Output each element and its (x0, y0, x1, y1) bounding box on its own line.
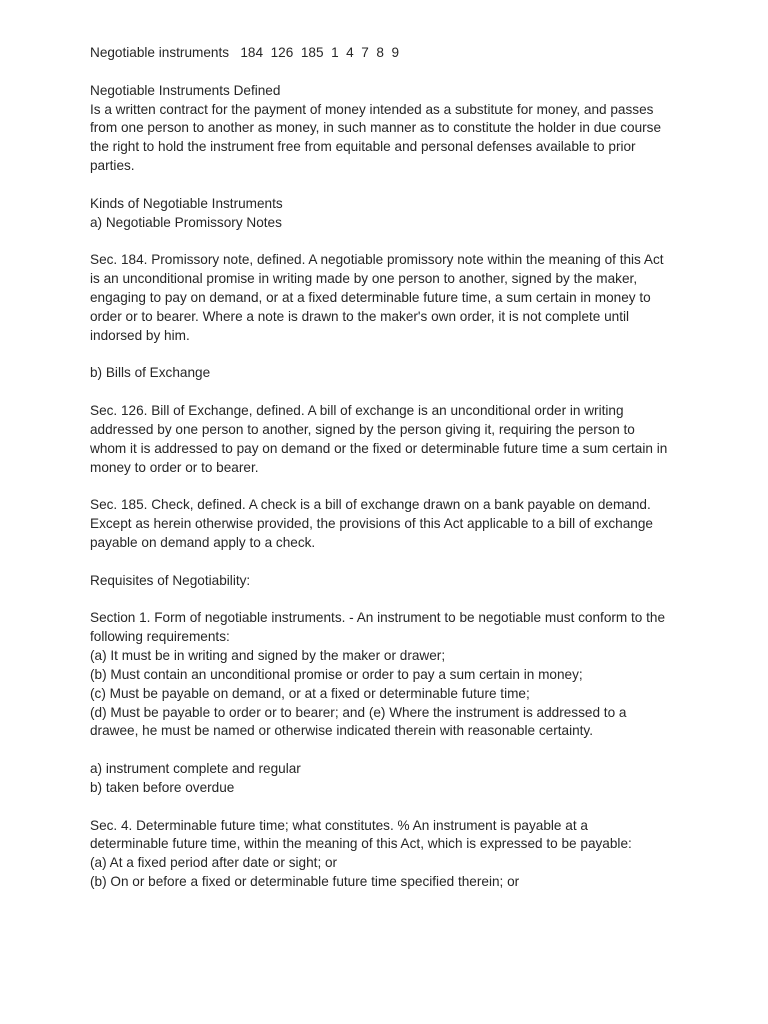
sec-184-paragraph (90, 251, 690, 345)
text-line: parties. (90, 158, 135, 174)
text-line: from one person to another as money, in such manner as to constitute the holder in due course (90, 120, 662, 136)
text-line: Sec. 4. Determinable future time; what constitutes. % An instrument is payable at a (90, 817, 588, 833)
paragraph-gap (90, 741, 690, 760)
text-line: Sec. 185. Check, defined. A check is a bill of exchange drawn on a bank payable on demand. (90, 497, 651, 513)
section-1-paragraph (90, 609, 690, 741)
text-line: Kinds of Negotiable Instruments (90, 195, 283, 211)
paragraph-gap (90, 346, 690, 365)
text-line: (a) At a fixed period after date or sight; or (90, 855, 338, 871)
holder-requirements-list (90, 760, 690, 798)
sec-185-paragraph (90, 496, 690, 553)
text-line: indorsed by him. (90, 327, 190, 343)
text-line: (b) On or before a fixed or determinable future time specified therein; or (90, 874, 520, 890)
kinds-section (90, 195, 690, 233)
text-line: order or to bearer. Where a note is drawn to the maker's own order, it is not complete until (90, 308, 630, 324)
paragraph-gap (90, 798, 690, 817)
paragraph-gap (90, 590, 690, 609)
text-line: the right to hold the instrument free from equitable and personal defenses available to prior (90, 139, 636, 155)
paragraph-gap (90, 63, 690, 82)
document-page (90, 44, 690, 892)
text-line: Is a written contract for the payment of money intended as a substitute for money, and passes (90, 101, 654, 117)
text-line: b) taken before overdue (90, 779, 235, 795)
text-line: (d) Must be payable to order or to bearer; and (e) Where the instrument is addressed to a (90, 704, 627, 720)
text-line: (a) It must be in writing and signed by the maker or drawer; (90, 648, 446, 663)
document-body (90, 82, 690, 892)
text-line: following requirements: (90, 629, 230, 645)
text-line: Negotiable Instruments Defined (90, 82, 281, 98)
text-line: addressed by one person to another, signed by the person giving it, requiring the person to (90, 421, 635, 437)
text-line: a) Negotiable Promissory Notes (90, 214, 282, 230)
text-line: Section 1. Form of negotiable instruments. - An instrument to be negotiable must conform to the (90, 610, 666, 626)
paragraph-gap (90, 232, 690, 251)
text-line: (c) Must be payable on demand, or at a fixed or determinable future time; (90, 685, 530, 701)
text-line: money to order or to bearer. (90, 459, 259, 475)
text-line: Sec. 126. Bill of Exchange, defined. A bill of exchange is an unconditional order in writing (90, 403, 624, 419)
paragraph-gap (90, 553, 690, 572)
text-line: b) Bills of Exchange (90, 365, 211, 381)
text-line: (b) Must contain an unconditional promise or order to pay a sum certain in money; (90, 666, 583, 682)
text-line: drawee, he must be named or otherwise indicated therein with reasonable certainty. (90, 723, 593, 739)
sec-4-paragraph (90, 817, 690, 892)
requisites-heading (90, 572, 690, 591)
sec-126-paragraph (90, 402, 690, 477)
text-line: whom it is addressed to pay on demand or the fixed or determinable future time a sum certain in (90, 440, 668, 456)
text-line: is an unconditional promise in writing made by one person to another, signed by the maker, (90, 271, 638, 287)
text-line: determinable future time, within the meaning of this Act, which is expressed to be payable: (90, 836, 632, 852)
bills-of-exchange-heading (90, 364, 690, 383)
text-line: Sec. 184. Promissory note, defined. A negotiable promissory note within the meaning of this Act (90, 252, 664, 268)
text-line: payable on demand apply to a check. (90, 534, 316, 550)
definition-section (90, 82, 690, 176)
text-line: Except as herein otherwise provided, the provisions of this Act applicable to a bill of exchange (90, 516, 653, 532)
paragraph-gap (90, 477, 690, 496)
text-line: engaging to pay on demand, or at a fixed determinable future time, a sum certain in money to (90, 289, 651, 305)
text-line: a) instrument complete and regular (90, 761, 301, 777)
paragraph-gap (90, 383, 690, 402)
text-line: Requisites of Negotiability: (90, 572, 251, 588)
paragraph-gap (90, 176, 690, 195)
document-header: Negotiable instruments 184 126 185 1 4 7 8 9 (90, 45, 400, 60)
